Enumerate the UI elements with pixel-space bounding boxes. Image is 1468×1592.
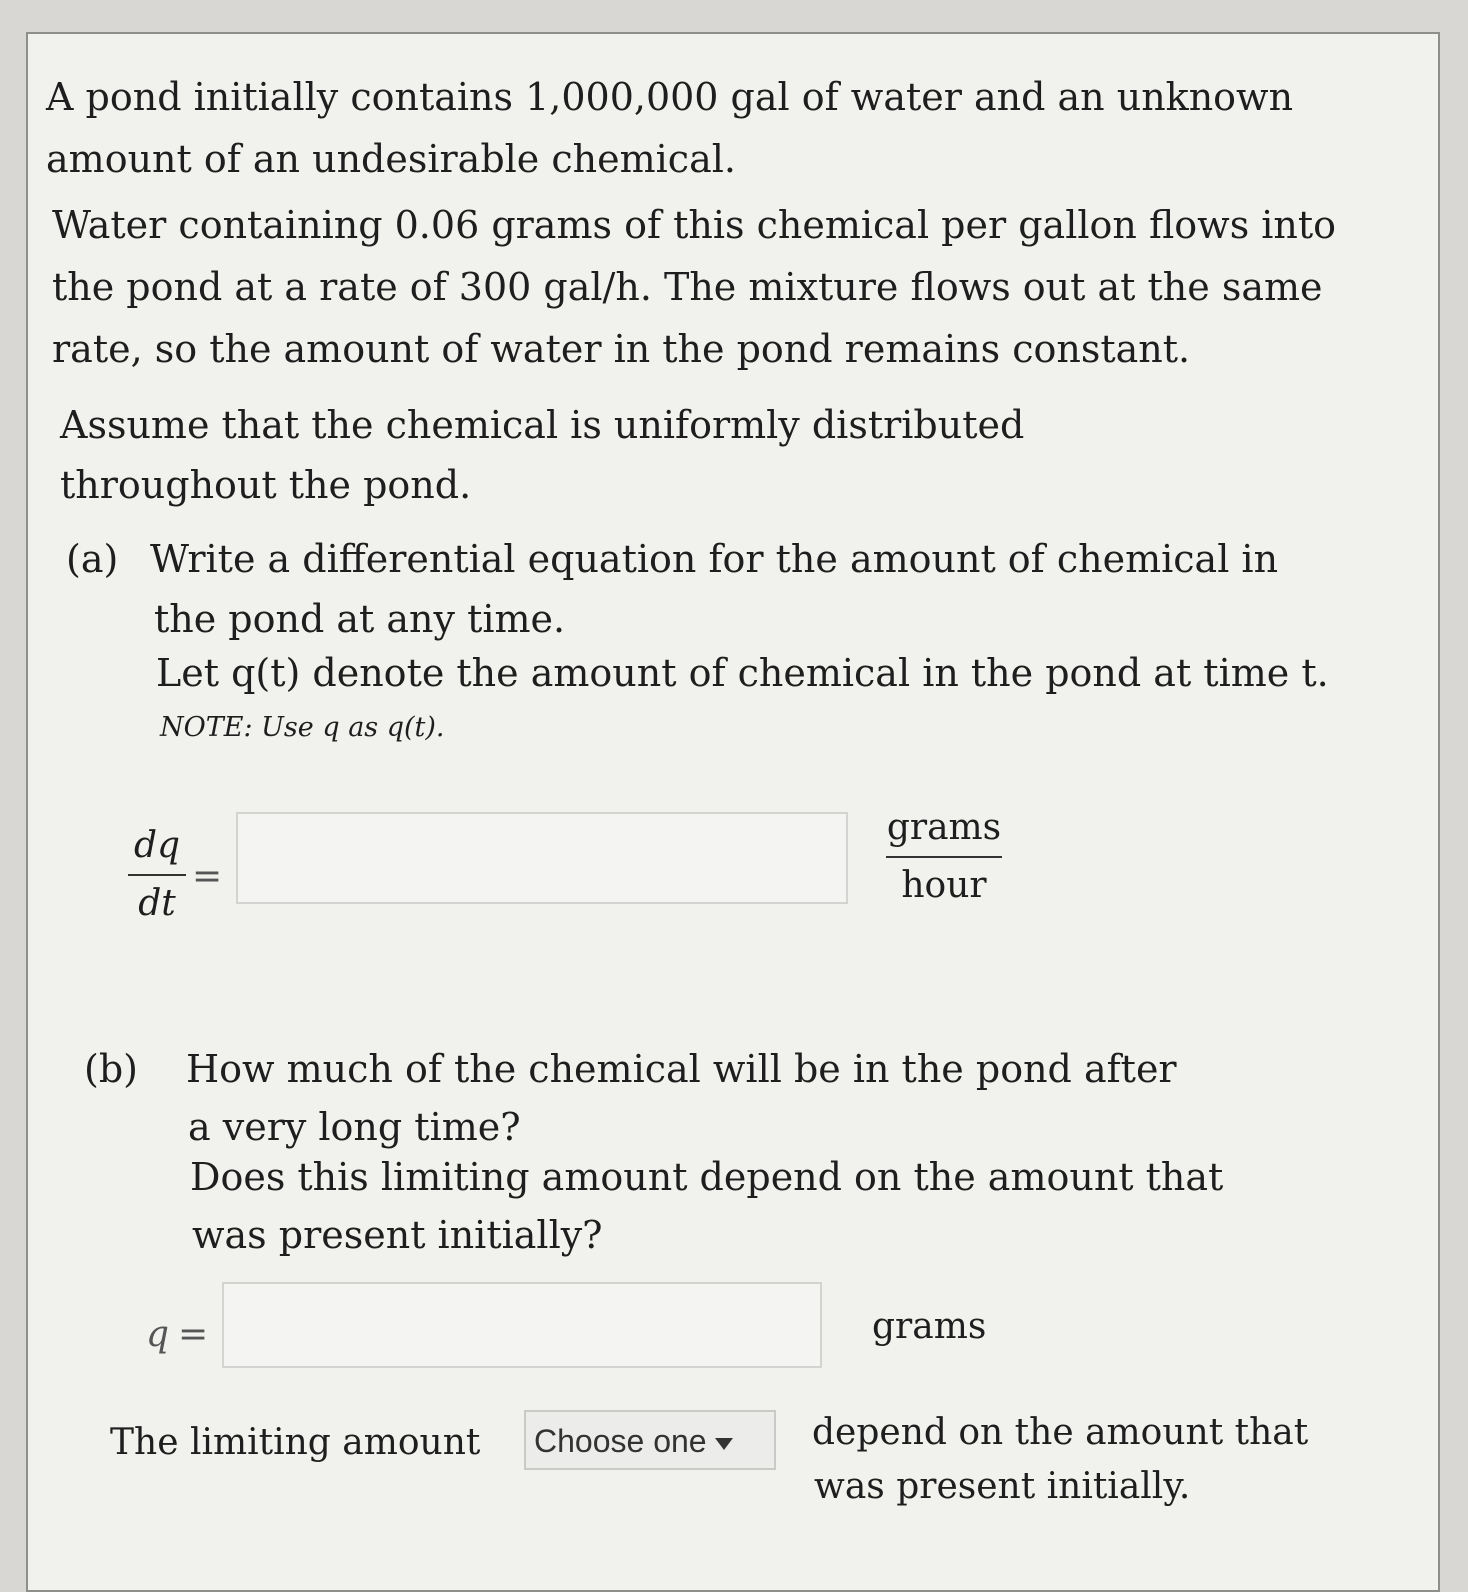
equals-sign-a: = [192,856,223,897]
equals-sign-b: = [178,1314,209,1355]
depend-line-2: was present initially. [814,1466,1191,1507]
part-a-label: (a) [66,537,119,581]
grams-unit-b: grams [872,1306,987,1347]
part-b-label: (b) [84,1047,138,1091]
part-a-line-3: Let q(t) denote the amount of chemical in the pond at time t. [156,651,1329,695]
dq-numerator: dq [133,825,181,866]
flow-line-2: the pond at a rate of 300 gal/h. The mixture flows out at the same [52,265,1323,309]
limiting-amount-input[interactable] [222,1282,822,1368]
fraction-bar [128,874,186,876]
assume-line-1: Assume that the chemical is uniformly distributed [60,403,1025,447]
grams-per-hour-unit [886,806,1002,908]
dropdown-selected-value: Choose one [534,1423,707,1459]
depend-choice-dropdown[interactable] [524,1410,776,1470]
part-b-line-4: was present initially? [192,1213,603,1257]
assume-line-2: throughout the pond. [60,463,472,507]
intro-line-2: amount of an undesirable chemical. [46,137,736,181]
part-b-line-1: How much of the chemical will be in the pond after [186,1047,1177,1091]
part-b-line-3: Does this limiting amount depend on the amount that [190,1155,1224,1199]
dq-dt-answer-input[interactable] [236,812,848,904]
unit-fraction-bar [886,856,1002,858]
intro-line-1: A pond initially contains 1,000,000 gal of water and an unknown [46,75,1294,119]
q-label: q [146,1314,170,1355]
part-a-line-2: the pond at any time. [154,597,566,641]
part-b-line-2: a very long time? [188,1105,521,1149]
part-a-note: NOTE: Use q as q(t). [160,712,445,743]
unit-hour: hour [901,865,987,906]
flow-line-1: Water containing 0.06 grams of this chemical per gallon flows into [52,203,1337,247]
part-a-line-1: Write a differential equation for the amount of chemical in [150,537,1279,581]
flow-line-3: rate, so the amount of water in the pond remains constant. [52,327,1191,371]
question-panel [26,32,1440,1592]
unit-grams: grams [886,807,1002,848]
dq-dt-fraction [128,824,186,926]
depend-line-1: depend on the amount that [812,1412,1309,1453]
dropdown-caret-icon [715,1438,733,1450]
dt-denominator: dt [138,883,176,924]
limiting-amount-label: The limiting amount [110,1422,481,1463]
